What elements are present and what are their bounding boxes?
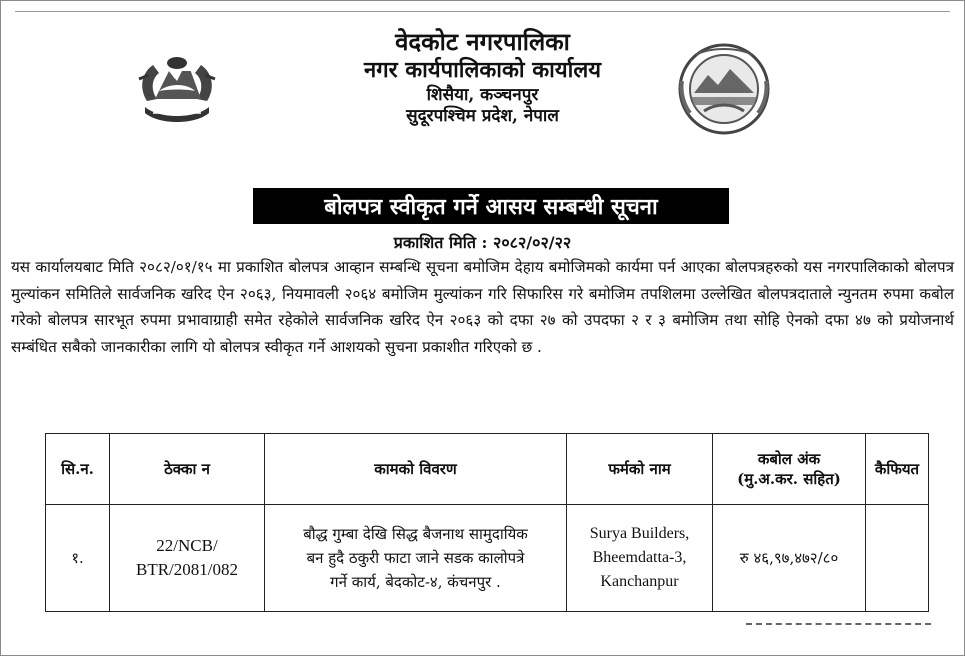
header-remarks: कैफियत (866, 434, 929, 505)
table-row (46, 505, 929, 612)
firm-line-2: Bheemdatta-3, (592, 549, 687, 566)
header-bid-amount-label: कबोल अंक (757, 450, 821, 468)
description-line-2: बन हुदै ठकुरी फाटा जाने सडक कालोपत्रे (306, 549, 525, 567)
award-table (45, 433, 929, 612)
address-line-2: सुदूरपश्चिम प्रदेश, नेपाल (406, 105, 559, 126)
letterhead (1, 27, 964, 127)
office-name: नगर कार्यपालिकाको कार्यालय (364, 57, 601, 83)
header-work-description: कामको विवरण (265, 434, 567, 505)
description-line-3: गर्ने कार्य, बेदकोट-४, कंचनपुर . (330, 573, 501, 591)
firm-line-1: Surya Builders, (589, 525, 690, 542)
header-bid-amount (713, 434, 866, 505)
header-serial: सि.न. (46, 434, 110, 505)
cell-bid-amount: रु ४६,९७,४७२/८० (713, 505, 866, 612)
address-line-1: शिसैया, कञ्चनपुर (426, 84, 539, 105)
firm-line-3: Kanchanpur (600, 573, 679, 590)
table-header-row (46, 434, 929, 505)
top-rule (15, 11, 950, 12)
description-line-1: बौद्ध गुम्बा देखि सिद्ध बैजनाथ सामुदायिक (303, 525, 528, 543)
signature-line (746, 623, 931, 628)
municipality-seal-icon (676, 41, 772, 137)
cell-serial: १. (46, 505, 110, 612)
header-contract-no: ठेक्का न (110, 434, 265, 505)
cell-contract-no (110, 505, 265, 612)
header-bid-amount-note: (मु.अ.कर. सहित) (737, 470, 841, 488)
published-date: प्रकाशित मिति : २०८२/०२/२२ (393, 233, 572, 252)
notice-body: यस कार्यालयबाट मिति २०८२/०१/१५ मा प्रकाशित बोलपत्र आव्हान सम्बन्धि सूचना बमोजिम देहाय बमोजिमको कार्यमा पर्न आएका बोलपत्रहरुको यस नगरपालिकाको बोलपत्र मुल्यांकन समितिले सार्वजनिक खरिद ऐन २०६३, नियमावली २०६४ बमोजिम मुल्यांकन गरि सिफारिस गरे बमोजिम तपशिलमा उल्लेखित बोलपत्रदाताले न्युनतम रुपमा कबोल गरेको बोलपत्र सारभूत रुपमा प्रभावाग्राही समेत रहेकोले सार्वजनिक खरिद ऐन २०६३ को दफा २७ को उपदफा २ र ३ बमोजिम तथा सोहि ऐनको दफा ४७ को प्रयोजनार्थ सम्बंधित सबैको जानकारीका लागि यो बोलपत्र स्वीकृत गर्ने आशयको सुचना प्रकाशीत गरिएको छ . (11, 258, 954, 356)
header-firm-name: फर्मको नाम (567, 434, 713, 505)
contract-no-line-1: 22/NCB/ (156, 536, 218, 555)
cell-work-description (265, 505, 567, 612)
municipality-name: वेदकोट नगरपालिका (395, 27, 570, 56)
notice-title-banner: बोलपत्र स्वीकृत गर्ने आसय सम्बन्धी सूचना (253, 188, 729, 224)
cell-firm-name (567, 505, 713, 612)
cell-remarks (866, 505, 929, 612)
contract-no-line-2: BTR/2081/082 (135, 560, 238, 579)
